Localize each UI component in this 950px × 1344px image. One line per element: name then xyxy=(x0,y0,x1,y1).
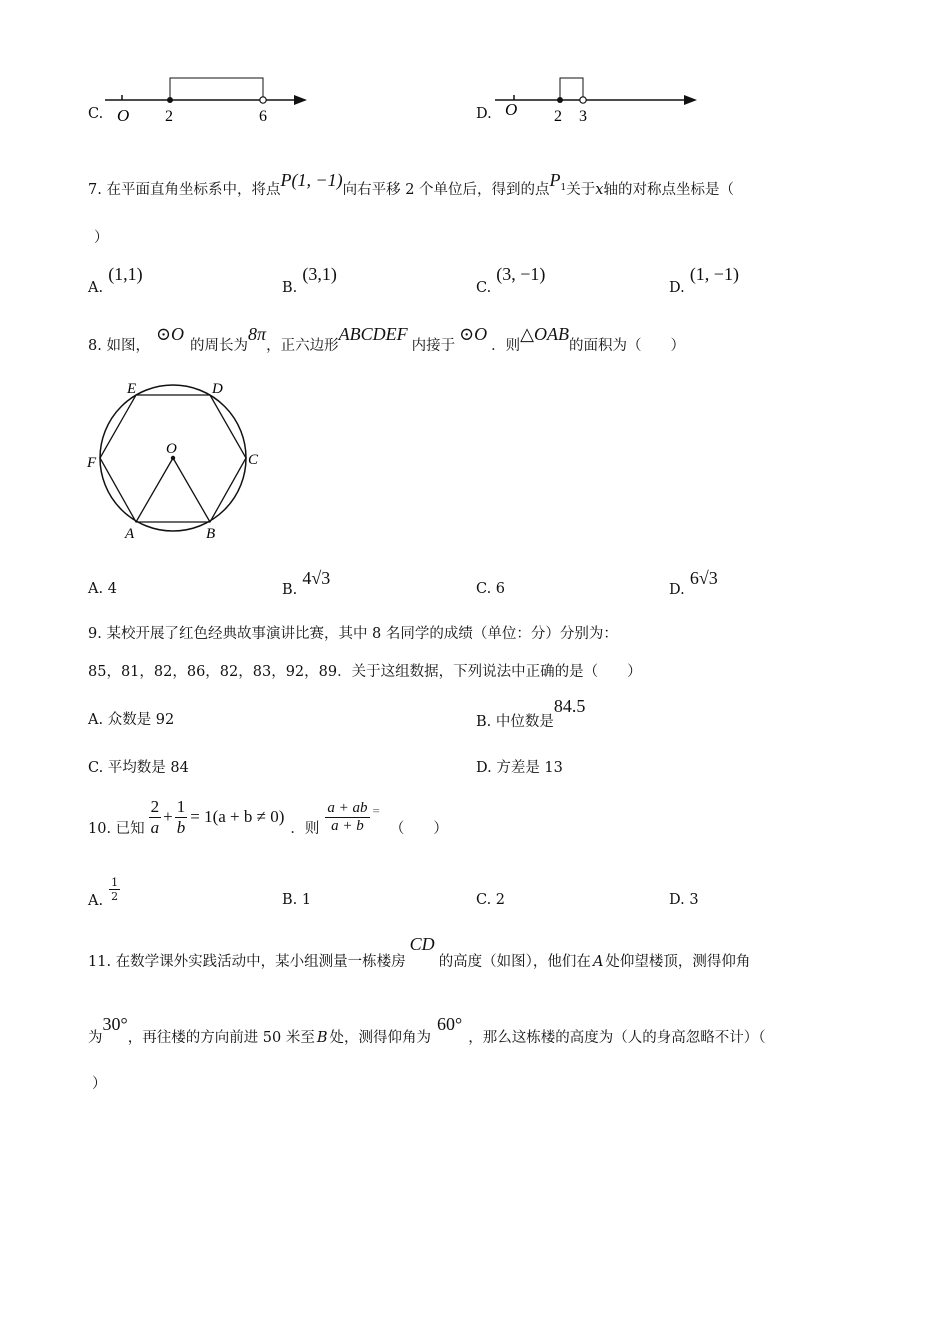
q11-close-paren: ） xyxy=(92,1076,107,1092)
q6-option-c-label: C. xyxy=(88,106,104,122)
q6c-tick-a: 2 xyxy=(165,108,173,125)
q7-close-paren: ） xyxy=(94,230,109,246)
q10-option-a[interactable]: A. $\frac{1}{2}$ xyxy=(88,876,119,909)
q9-stem-line1: 9. 某校开展了红色经典故事演讲比赛，其中 8 名同学的成绩（单位：分）分别为： xyxy=(88,626,618,642)
q8-option-a[interactable]: A. 4 xyxy=(88,581,117,597)
q8-hexagon-figure xyxy=(80,372,270,547)
q7-option-b[interactable]: B. (3,1) xyxy=(282,264,337,296)
vertex-a: A xyxy=(125,526,135,542)
q9-stem-line2: 85，81，82，86，82，83，92，89．关于这组数据，下列说法中正确的是（ ） xyxy=(88,664,642,680)
q9-option-a[interactable]: A. 众数是 92 xyxy=(88,712,175,728)
q7-stem: 7. 在平面直角坐标系中，将点P(1, −1)向右平移 2 个单位后，得到的点$P^1$关于x轴的对称点坐标是（ xyxy=(88,170,734,198)
q6c-tick-b: 6 xyxy=(259,108,267,125)
q8-option-d[interactable]: D. 6√3 xyxy=(669,568,718,598)
q8-option-c[interactable]: C. 6 xyxy=(476,581,506,597)
q7-point-p: P(1, −1) xyxy=(280,170,343,190)
q10-option-b[interactable]: B. 1 xyxy=(282,892,312,908)
q6-option-d-label: D. xyxy=(476,106,492,122)
center-o: O xyxy=(166,441,177,457)
q7-option-c[interactable]: C. (3, −1) xyxy=(476,264,546,296)
q9-option-d[interactable]: D. 方差是 13 xyxy=(476,760,563,776)
q6d-origin: O xyxy=(505,100,518,119)
vertex-f: F xyxy=(87,455,97,471)
q10-option-d[interactable]: D. 3 xyxy=(669,892,699,908)
q7-option-d[interactable]: D. (1, −1) xyxy=(669,264,739,296)
q6c-origin: O xyxy=(117,106,130,125)
q6-option-c-number-line xyxy=(100,70,320,130)
q10-option-c[interactable]: C. 2 xyxy=(476,892,506,908)
q10-stem: 10. 已知 $\frac{2}{a}$ + $\frac{1}{b}$ = 1(a + b ≠ 0) ．则 $\frac{a + ab}{a + b}$ = （ ） xyxy=(88,796,448,837)
vertex-c: C xyxy=(248,452,259,468)
q8-option-b[interactable]: B. 4√3 xyxy=(282,568,331,598)
q6d-tick-a: 2 xyxy=(554,108,562,125)
q9-option-b[interactable]: B. 中位数是84.5 xyxy=(476,696,586,730)
q11-stem-line2: 为30°，再往楼的方向前进 50 米至 B 处，测得仰角为60°，那么这栋楼的高度为（人的身高忽略不计）（ xyxy=(88,1014,766,1046)
q6-option-d-number-line xyxy=(490,70,710,130)
q6d-tick-b: 3 xyxy=(579,108,587,125)
q7-option-a[interactable]: A. (1,1) xyxy=(88,264,143,296)
vertex-e: E xyxy=(127,381,137,397)
q11-stem-line1: 11. 在数学课外实践活动中，某小组测量一栋楼房CD的高度（如图），他们在 A 处仰望楼顶，测得仰角 xyxy=(88,934,751,970)
vertex-d: D xyxy=(212,381,223,397)
q9-option-c[interactable]: C. 平均数是 84 xyxy=(88,760,189,776)
vertex-b: B xyxy=(206,526,216,542)
q8-stem: 8. 如图，⊙O的周长为8π，正六边形ABCDEF内接于⊙O．则△OAB的面积为（ ） xyxy=(88,324,686,354)
